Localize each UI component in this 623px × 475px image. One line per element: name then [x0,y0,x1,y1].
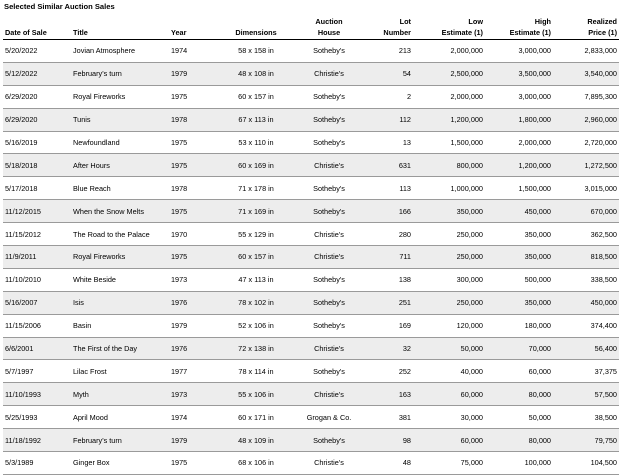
cell-high-estimate: 50,000 [485,406,553,429]
cell-title: February's turn [67,429,169,452]
cell-date: 5/16/2019 [3,131,67,154]
table-row [3,200,619,223]
cell-auction-house: Sotheby's [297,40,361,63]
cell-date: 11/9/2011 [3,246,67,269]
cell-lot-number: 711 [361,246,413,269]
cell-dimensions: 67 x 113 in [215,108,297,131]
cell-auction-house: Christie's [297,452,361,475]
cell-year: 1975 [169,200,215,223]
cell-realized-price: 56,400 [553,337,619,360]
cell-realized-price: 450,000 [553,291,619,314]
cell-low-estimate: 250,000 [413,291,485,314]
table-row [3,246,619,269]
table-row [3,360,619,383]
table-row [3,154,619,177]
cell-dimensions: 78 x 102 in [215,291,297,314]
header-low-estimate: Low Estimate (1) [413,14,485,40]
cell-title: Isis [67,291,169,314]
cell-date: 6/6/2001 [3,337,67,360]
table-row [3,131,619,154]
cell-title: Tunis [67,108,169,131]
cell-high-estimate: 80,000 [485,383,553,406]
cell-realized-price: 3,015,000 [553,177,619,200]
cell-auction-house: Christie's [297,154,361,177]
cell-dimensions: 71 x 169 in [215,200,297,223]
cell-lot-number: 112 [361,108,413,131]
header-date: Date of Sale [3,14,67,40]
header-lot-number: Lot Number [361,14,413,40]
cell-high-estimate: 180,000 [485,314,553,337]
table-body [3,40,619,475]
cell-dimensions: 78 x 114 in [215,360,297,383]
cell-dimensions: 55 x 129 in [215,223,297,246]
cell-lot-number: 252 [361,360,413,383]
cell-lot-number: 280 [361,223,413,246]
cell-high-estimate: 3,000,000 [485,40,553,63]
cell-date: 6/29/2020 [3,85,67,108]
cell-high-estimate: 70,000 [485,337,553,360]
header-title: Title [67,14,169,40]
cell-auction-house: Sotheby's [297,314,361,337]
cell-lot-number: 2 [361,85,413,108]
table-row [3,337,619,360]
cell-lot-number: 381 [361,406,413,429]
cell-title: Basin [67,314,169,337]
cell-title: Newfoundland [67,131,169,154]
cell-title: Lilac Frost [67,360,169,383]
cell-high-estimate: 1,800,000 [485,108,553,131]
cell-lot-number: 631 [361,154,413,177]
cell-dimensions: 60 x 157 in [215,85,297,108]
cell-auction-house: Sotheby's [297,177,361,200]
cell-year: 1976 [169,337,215,360]
cell-high-estimate: 1,200,000 [485,154,553,177]
cell-realized-price: 374,400 [553,314,619,337]
cell-title: Royal Fireworks [67,246,169,269]
cell-dimensions: 52 x 106 in [215,314,297,337]
cell-title: Jovian Atmosphere [67,40,169,63]
cell-realized-price: 79,750 [553,429,619,452]
cell-low-estimate: 2,000,000 [413,85,485,108]
cell-auction-house: Christie's [297,246,361,269]
cell-low-estimate: 1,200,000 [413,108,485,131]
table-row [3,40,619,63]
cell-low-estimate: 120,000 [413,314,485,337]
cell-dimensions: 72 x 138 in [215,337,297,360]
cell-title: Ginger Box [67,452,169,475]
cell-year: 1979 [169,314,215,337]
cell-year: 1977 [169,360,215,383]
header-high-estimate: High Estimate (1) [485,14,553,40]
cell-auction-house: Grogan & Co. [297,406,361,429]
cell-high-estimate: 60,000 [485,360,553,383]
cell-high-estimate: 100,000 [485,452,553,475]
cell-date: 5/16/2007 [3,291,67,314]
cell-date: 5/18/2018 [3,154,67,177]
cell-year: 1979 [169,62,215,85]
cell-high-estimate: 80,000 [485,429,553,452]
cell-year: 1978 [169,177,215,200]
cell-high-estimate: 350,000 [485,246,553,269]
table-row [3,291,619,314]
cell-low-estimate: 300,000 [413,268,485,291]
cell-year: 1973 [169,383,215,406]
header-year: Year [169,14,215,40]
cell-realized-price: 7,895,300 [553,85,619,108]
cell-high-estimate: 450,000 [485,200,553,223]
cell-realized-price: 1,272,500 [553,154,619,177]
cell-auction-house: Sotheby's [297,108,361,131]
cell-title: After Hours [67,154,169,177]
cell-year: 1975 [169,131,215,154]
cell-high-estimate: 3,000,000 [485,85,553,108]
cell-year: 1975 [169,85,215,108]
cell-high-estimate: 500,000 [485,268,553,291]
cell-low-estimate: 2,000,000 [413,40,485,63]
cell-lot-number: 48 [361,452,413,475]
cell-year: 1975 [169,452,215,475]
table-row [3,429,619,452]
cell-year: 1970 [169,223,215,246]
cell-low-estimate: 40,000 [413,360,485,383]
cell-date: 11/15/2006 [3,314,67,337]
table-row [3,85,619,108]
cell-date: 11/12/2015 [3,200,67,223]
cell-title: The Road to the Palace [67,223,169,246]
cell-title: Blue Reach [67,177,169,200]
cell-low-estimate: 60,000 [413,429,485,452]
table-row [3,406,619,429]
cell-realized-price: 3,540,000 [553,62,619,85]
cell-realized-price: 37,375 [553,360,619,383]
cell-date: 11/15/2012 [3,223,67,246]
cell-auction-house: Sotheby's [297,360,361,383]
cell-date: 11/18/1992 [3,429,67,452]
header-dimensions: Dimensions [215,14,297,40]
cell-year: 1974 [169,406,215,429]
cell-auction-house: Christie's [297,223,361,246]
cell-lot-number: 163 [361,383,413,406]
cell-auction-house: Christie's [297,337,361,360]
auction-sales-table [3,14,619,475]
cell-auction-house: Sotheby's [297,131,361,154]
cell-date: 5/12/2022 [3,62,67,85]
table-row [3,314,619,337]
cell-lot-number: 138 [361,268,413,291]
cell-realized-price: 670,000 [553,200,619,223]
cell-realized-price: 2,833,000 [553,40,619,63]
cell-dimensions: 48 x 108 in [215,62,297,85]
cell-year: 1978 [169,108,215,131]
cell-realized-price: 2,960,000 [553,108,619,131]
cell-low-estimate: 250,000 [413,246,485,269]
cell-dimensions: 60 x 169 in [215,154,297,177]
cell-dimensions: 60 x 157 in [215,246,297,269]
cell-low-estimate: 75,000 [413,452,485,475]
cell-realized-price: 818,500 [553,246,619,269]
table-row [3,383,619,406]
cell-low-estimate: 30,000 [413,406,485,429]
cell-date: 5/7/1997 [3,360,67,383]
table-header [3,14,619,40]
cell-low-estimate: 60,000 [413,383,485,406]
cell-date: 11/10/2010 [3,268,67,291]
table-row [3,268,619,291]
cell-lot-number: 32 [361,337,413,360]
cell-date: 5/25/1993 [3,406,67,429]
header-auction-house: Auction House [297,14,361,40]
table-row [3,452,619,475]
cell-year: 1975 [169,246,215,269]
cell-high-estimate: 3,500,000 [485,62,553,85]
cell-dimensions: 53 x 110 in [215,131,297,154]
table-row [3,62,619,85]
header-row [3,14,619,40]
table-row [3,108,619,131]
cell-lot-number: 13 [361,131,413,154]
cell-dimensions: 68 x 106 in [215,452,297,475]
cell-date: 11/10/1993 [3,383,67,406]
cell-realized-price: 362,500 [553,223,619,246]
cell-dimensions: 48 x 109 in [215,429,297,452]
cell-date: 6/29/2020 [3,108,67,131]
cell-date: 5/3/1989 [3,452,67,475]
cell-low-estimate: 1,000,000 [413,177,485,200]
cell-auction-house: Sotheby's [297,291,361,314]
table-row [3,177,619,200]
cell-date: 5/17/2018 [3,177,67,200]
cell-auction-house: Sotheby's [297,429,361,452]
cell-auction-house: Sotheby's [297,85,361,108]
cell-realized-price: 338,500 [553,268,619,291]
cell-auction-house: Christie's [297,383,361,406]
cell-realized-price: 2,720,000 [553,131,619,154]
cell-dimensions: 55 x 106 in [215,383,297,406]
cell-low-estimate: 250,000 [413,223,485,246]
cell-lot-number: 169 [361,314,413,337]
cell-auction-house: Sotheby's [297,200,361,223]
cell-title: When the Snow Melts [67,200,169,223]
cell-year: 1973 [169,268,215,291]
cell-lot-number: 166 [361,200,413,223]
cell-dimensions: 71 x 178 in [215,177,297,200]
cell-realized-price: 38,500 [553,406,619,429]
cell-year: 1976 [169,291,215,314]
table-title: Selected Similar Auction Sales [4,2,115,11]
cell-low-estimate: 800,000 [413,154,485,177]
header-realized-price: Realized Price (1) [553,14,619,40]
cell-lot-number: 213 [361,40,413,63]
cell-dimensions: 60 x 171 in [215,406,297,429]
cell-year: 1979 [169,429,215,452]
cell-high-estimate: 350,000 [485,223,553,246]
cell-lot-number: 113 [361,177,413,200]
cell-lot-number: 98 [361,429,413,452]
cell-low-estimate: 2,500,000 [413,62,485,85]
cell-low-estimate: 1,500,000 [413,131,485,154]
cell-title: April Mood [67,406,169,429]
cell-auction-house: Christie's [297,62,361,85]
cell-low-estimate: 350,000 [413,200,485,223]
cell-high-estimate: 2,000,000 [485,131,553,154]
cell-high-estimate: 350,000 [485,291,553,314]
cell-title: The First of the Day [67,337,169,360]
cell-year: 1974 [169,40,215,63]
cell-dimensions: 47 x 113 in [215,268,297,291]
cell-year: 1975 [169,154,215,177]
cell-realized-price: 104,500 [553,452,619,475]
cell-dimensions: 58 x 158 in [215,40,297,63]
cell-lot-number: 54 [361,62,413,85]
cell-high-estimate: 1,500,000 [485,177,553,200]
table-row [3,223,619,246]
cell-title: February's turn [67,62,169,85]
cell-realized-price: 57,500 [553,383,619,406]
cell-date: 5/20/2022 [3,40,67,63]
cell-title: Myth [67,383,169,406]
cell-low-estimate: 50,000 [413,337,485,360]
cell-title: Royal Fireworks [67,85,169,108]
cell-lot-number: 251 [361,291,413,314]
cell-title: White Beside [67,268,169,291]
cell-auction-house: Sotheby's [297,268,361,291]
